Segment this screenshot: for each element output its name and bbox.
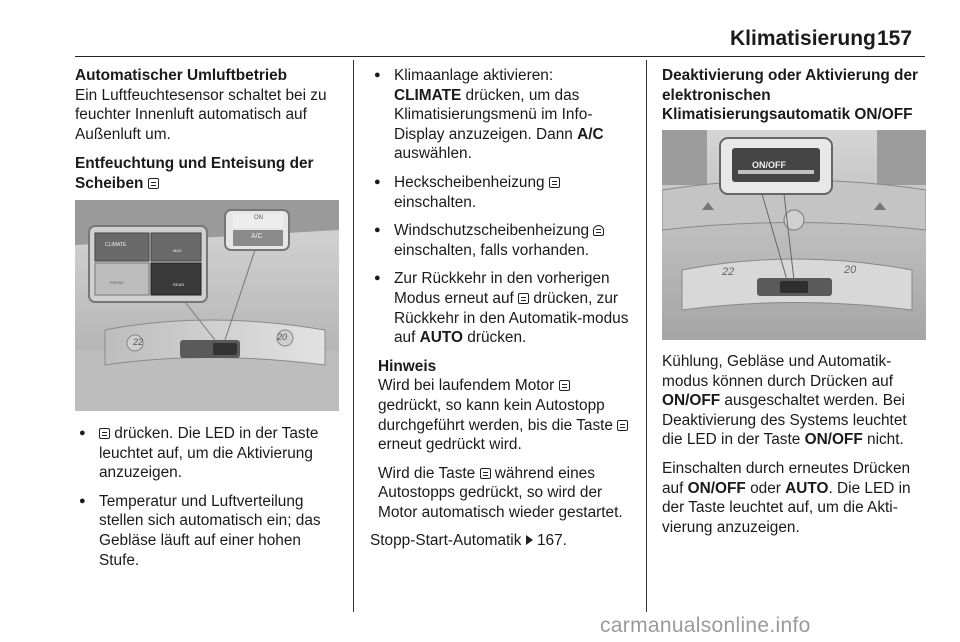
max-button-label: MAX [173,248,182,253]
max-defrost-icon [148,178,159,189]
temp-right-label: 20 [277,332,288,342]
column-3 [662,66,926,125]
bullet-text: einschalten. [394,193,477,211]
list-item [75,424,343,483]
max-defrost-icon [617,420,628,431]
bullet-text: Windschutzscheibenheizung [394,222,594,240]
paragraph-text: oder [745,479,786,497]
rear-button-label: REAR [173,282,185,287]
temp-right-label: 20 [844,264,857,276]
note-paragraph [378,376,636,454]
climate-keyword: CLIMATE [394,86,462,104]
onoff-button-label: ON/OFF [752,160,786,170]
note-text: während eines Autostopps gedrückt, so wird der Motor automatisch wieder gestartet. [378,464,623,521]
xref-text: Stopp-Start-Automatik [370,532,526,550]
list-item [370,269,636,347]
section-heading-entfeuchtung [75,154,343,193]
bullet-text: Klimaanlage aktivieren: [394,67,554,84]
climate-panel-illustration [75,200,339,411]
max-defrost-icon [518,293,529,304]
inset-ac-label: A/C [251,233,263,240]
column-1 [75,66,343,194]
paragraph-deaktivierung [662,352,926,450]
section-heading-onoff: Deaktivierung oder Aktivierung der elektronischen Klimatisierungsautomatik ON/OFF [662,67,919,124]
list-item [370,221,636,260]
bullet-text: drücken. Die LED in der Taste leuchtet auf, um die Aktivierung anzuzeigen. [99,425,319,482]
list-item [370,173,636,212]
paragraph-text: ausgeschaltet werden. Bei Deaktivierung des Systems leuchtet die LED in der Taste [662,392,907,449]
note-text: Wird bei laufendem Motor [378,377,559,395]
front-button-label: FRONT [110,280,124,285]
rear-window-heating-icon [549,177,560,188]
note-paragraph [378,464,636,523]
temp-left-label: 22 [722,266,735,278]
note-text: Wird die Taste [378,464,480,482]
paragraph-umluft: Ein Luftfeuchtesensor schaltet bei zu feuchter Innenluft automatisch auf Außenluft um. [75,86,327,143]
column-2 [370,66,636,560]
column-1-bullets [75,424,343,579]
column-divider-2 [646,60,647,612]
bullet-text: einschalten, falls vorhanden. [394,241,590,259]
cross-reference[interactable] [370,531,636,551]
auto-keyword: AUTO [785,479,829,497]
bullet-text: drücken. [463,329,527,347]
paragraph-text: . Die LED in der Taste leuchtet auf, um die Akti-vierung anzuzeigen. [662,479,911,536]
onoff-panel-photo [662,130,926,340]
max-defrost-icon [480,468,491,479]
ac-keyword: A/C [577,125,604,143]
xref-page: 167. [532,532,567,550]
bullet-text: drücken, um das Klimatisierungsmenü im Info-Display anzuzeigen. Dann [394,86,593,143]
max-defrost-icon [99,428,110,439]
inset-on-label: ON [254,215,263,221]
paragraph-text: Kühlung, Gebläse und Automatik-modus können durch Drücken auf [662,353,893,390]
onoff-keyword: ON/OFF [804,431,863,449]
auto-keyword: AUTO [419,329,463,347]
paragraph-einschalten [662,459,926,537]
onoff-keyword: ON/OFF [687,479,746,497]
heading-text: Entfeuchtung und Enteisung der Scheiben [75,155,314,192]
column-divider-1 [353,60,354,612]
climate-button-label: CLIMATE [105,242,127,248]
header-rule [75,56,925,57]
page-number: 157 [877,27,913,50]
note-box [370,357,636,523]
note-title: Hinweis [378,357,437,375]
section-heading-umluft: Automatischer Umluftbetrieb [75,67,288,84]
note-text: erneut gedrückt wird. [378,436,522,454]
bullet-text: Heckscheibenheizung [394,173,549,191]
max-defrost-icon [559,380,570,391]
paragraph-text: nicht. [862,431,904,449]
bullet-text: drücken, zur Rückkehr in den Automatik-modus auf [394,289,629,347]
onoff-keyword: ON/OFF [662,392,721,410]
list-item [75,492,343,570]
bullet-text: Temperatur und Luftverteilung stellen sich automatisch ein; das Gebläse läuft auf einer hohen Stufe. [99,492,321,569]
bullet-text: Zur Rückkehr in den vorherigen Modus erneut auf [394,270,610,307]
watermark: carmanualsonline.info [600,614,811,637]
column-3-text [662,352,926,546]
paragraph-text: Einschalten durch erneutes Drücken auf [662,459,911,497]
temp-left-label: 22 [133,337,144,347]
climate-panel-photo [75,200,339,411]
onoff-panel-illustration [662,130,926,340]
page-reference-arrow-icon [526,535,533,545]
page-header-title: Klimatisierung [730,27,876,50]
windscreen-heating-icon [593,225,604,236]
bullet-text: auswählen. [394,145,472,163]
list-item [370,66,636,164]
note-text: gedrückt, so kann kein Autostopp durchgeführt werden, bis die Taste [378,396,618,434]
